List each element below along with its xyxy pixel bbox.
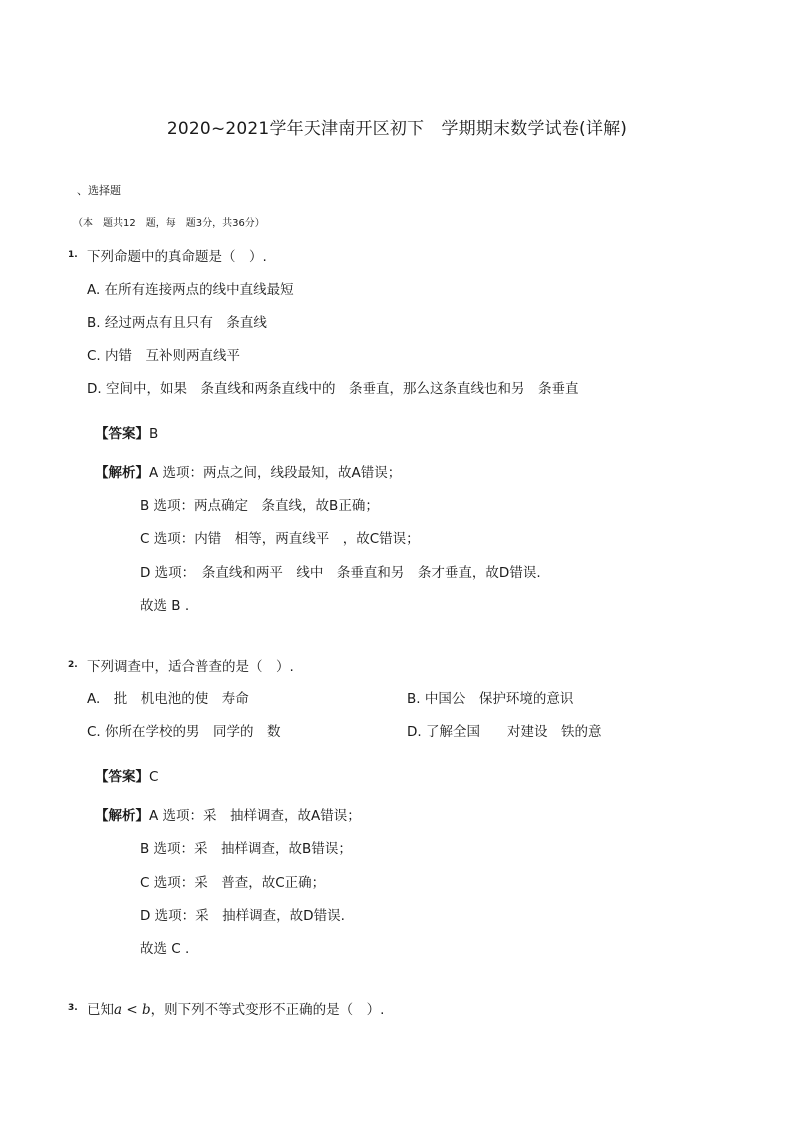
analysis-conclusion: 故选 C . bbox=[140, 941, 190, 957]
analysis-text: A 选项：采 抽样调查，故A错误； bbox=[149, 808, 361, 824]
analysis-text: B 选项：采 抽样调查，故B错误； bbox=[140, 841, 352, 857]
answer-label: 【答案】 bbox=[95, 426, 149, 442]
question-text bbox=[87, 998, 384, 1018]
analysis-text: C 选项：采 普查，故C正确； bbox=[140, 875, 326, 891]
analysis-conclusion: 故选 B . bbox=[140, 598, 190, 614]
question-number: 2. bbox=[68, 660, 78, 670]
option-d: D. 了解全国 对建设 铁的意 bbox=[407, 724, 602, 740]
option-b: B. 中国公 保护环境的意识 bbox=[407, 691, 574, 707]
analysis-label: 【解析】 bbox=[95, 808, 149, 824]
section-note: （本 题共12 题，每 题3分，共36分） bbox=[73, 218, 265, 229]
question-text-prefix: 已知 bbox=[87, 1002, 114, 1018]
question-text: 下列命题中的真命题是（ ）. bbox=[87, 249, 267, 265]
question-number: 3. bbox=[68, 1003, 78, 1013]
analysis-text: A 选项：两点之间，线段最知，故A错误； bbox=[149, 465, 402, 481]
answer-line bbox=[95, 765, 158, 785]
analysis-label: 【解析】 bbox=[95, 465, 149, 481]
page-title: 2020~2021学年天津南开区初下 学期期末数学试卷(详解) bbox=[166, 119, 628, 139]
answer-label: 【答案】 bbox=[95, 769, 149, 785]
option-a: A. 在所有连接两点的线中直线最短 bbox=[87, 282, 294, 298]
section-heading: 、选择题 bbox=[77, 184, 121, 197]
analysis-text: D 选项：采 抽样调查，故D错误. bbox=[140, 908, 345, 924]
option-a: A. 批 机电池的使 寿命 bbox=[87, 691, 249, 707]
option-b: B. 经过两点有且只有 条直线 bbox=[87, 315, 267, 331]
analysis-text: C 选项：内错 相等，两直线平 ，故C错误； bbox=[140, 531, 420, 547]
question-number: 1. bbox=[68, 250, 78, 260]
question-text-suffix: ，则下列不等式变形不正确的是（ ）. bbox=[150, 1002, 385, 1018]
option-c: C. 内错 互补则两直线平 bbox=[87, 348, 241, 364]
math-inequality: a < b bbox=[114, 1002, 151, 1018]
option-c: C. 你所在学校的男 同学的 数 bbox=[87, 724, 281, 740]
answer-line bbox=[95, 422, 158, 442]
analysis-text: D 选项： 条直线和两平 线中 条垂直和另 条才垂直，故D错误. bbox=[140, 565, 541, 581]
answer-value: C bbox=[149, 769, 159, 785]
option-d: D. 空间中，如果 条直线和两条直线中的 条垂直，那么这条直线也和另 条垂直 bbox=[87, 381, 579, 397]
analysis-text: B 选项：两点确定 条直线，故B正确； bbox=[140, 498, 379, 514]
answer-value: B bbox=[149, 426, 159, 442]
analysis-line bbox=[95, 461, 401, 481]
question-text: 下列调查中，适合普查的是（ ）. bbox=[87, 659, 294, 675]
analysis-line bbox=[95, 804, 361, 824]
